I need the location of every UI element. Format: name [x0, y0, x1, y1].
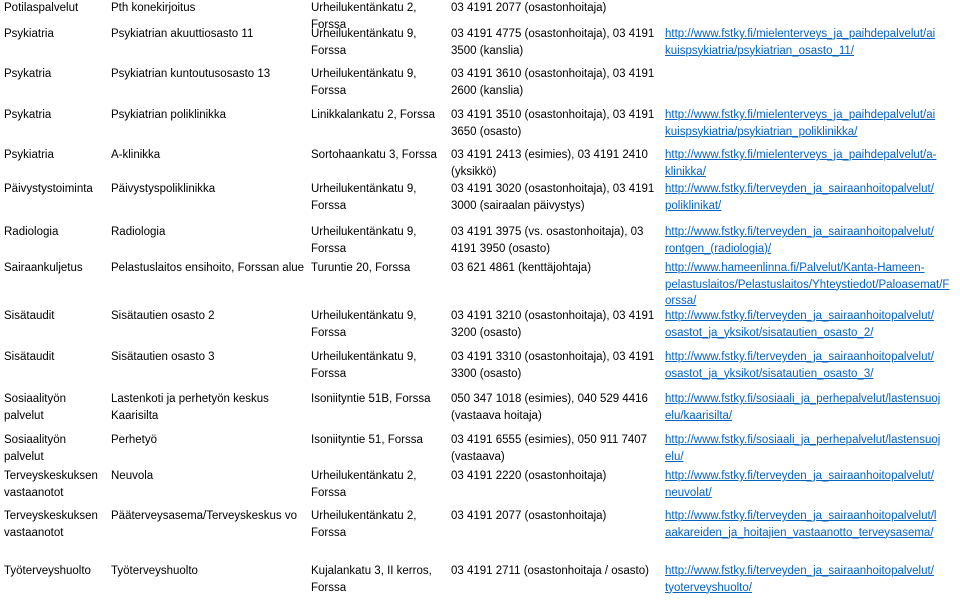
category-cell	[4, 308, 55, 325]
url-link[interactable]	[665, 508, 936, 541]
address-text: Forssa	[311, 526, 347, 539]
url-text[interactable]: kuispsykiatria/psykiatrian_osasto_11/	[665, 44, 854, 57]
address-text: Urheilukentänkatu 9,	[311, 28, 417, 40]
url-link[interactable]	[665, 308, 934, 341]
category-text: Potilaspalvelut	[4, 2, 79, 14]
table-row	[0, 224, 960, 255]
table-row	[0, 508, 960, 539]
table-row	[0, 107, 960, 138]
url-link[interactable]	[665, 26, 935, 59]
phone-cell	[451, 391, 648, 424]
address-cell	[311, 468, 416, 501]
category-text: vastaanotot	[4, 526, 64, 539]
category-cell	[4, 0, 78, 17]
url-text[interactable]: neuvolat/	[665, 486, 712, 499]
url-link[interactable]	[665, 432, 940, 465]
url-text[interactable]: http://www.fstky.fi/terveyden_ja_sairaanhoitopalvelut/	[665, 470, 934, 482]
url-text[interactable]: tyoterveyshuolto/	[665, 581, 752, 594]
address-cell	[311, 26, 416, 59]
address-cell	[311, 0, 416, 28]
unit-name-text: Pelastuslaitos ensihoito, Forssan alue	[111, 262, 305, 274]
phone-cell	[451, 508, 606, 525]
url-text[interactable]: klinikka/	[665, 165, 706, 178]
phone-cell	[451, 66, 654, 99]
url-link[interactable]	[665, 563, 934, 596]
url-text[interactable]: http://www.fstky.fi/terveyden_ja_sairaanhoitopalvelut/l	[665, 510, 937, 522]
url-text[interactable]: kuispsykiatria/psykiatrian_poliklinikka/	[665, 125, 858, 138]
address-cell	[311, 349, 416, 382]
table-row	[0, 563, 960, 594]
phone-text: 03 4191 2077 (osastonhoitaja)	[451, 2, 607, 14]
url-text[interactable]: http://www.fstky.fi/terveyden_ja_sairaanhoitopalvelut/	[665, 565, 934, 577]
phone-text: 3200 (osasto)	[451, 326, 522, 339]
phone-text: 03 4191 2413 (esimies), 03 4191 2410	[451, 149, 648, 161]
category-text: Työterveyshuolto	[4, 565, 91, 577]
address-text: Urheilukentänkatu 9,	[311, 351, 417, 363]
unit-name-text: Perhetyö	[111, 434, 158, 446]
url-text[interactable]: http://www.hameenlinna.fi/Palvelut/Kanta-Hameen-	[665, 262, 925, 274]
phone-text: 03 621 4861 (kenttäjohtaja)	[451, 262, 592, 274]
table-row	[0, 349, 960, 380]
phone-cell	[451, 260, 591, 277]
category-text: palvelut	[4, 450, 44, 463]
url-text[interactable]: http://www.fstky.fi/mielenterveys_ja_paihdepalvelut/ai	[665, 109, 936, 121]
category-text: Psykatria	[4, 68, 52, 80]
address-text: Forssa	[311, 242, 347, 255]
category-text: palvelut	[4, 409, 44, 422]
url-link[interactable]	[665, 391, 940, 424]
category-text: Sisätaudit	[4, 351, 55, 363]
category-text: Sosiaalityön	[4, 393, 67, 405]
url-text[interactable]: http://www.fstky.fi/terveyden_ja_sairaanhoitopalvelut/	[665, 183, 934, 195]
phone-cell	[451, 147, 648, 180]
url-text[interactable]: aakareiden_ja_hoitajien_vastaanotto_terveysasema/	[665, 526, 934, 539]
unit-name-text: Lastenkoti ja perhetyön keskus	[111, 393, 269, 405]
address-cell	[311, 224, 416, 257]
url-text[interactable]: http://www.fstky.fi/mielenterveys_ja_paihdepalvelut/ai	[665, 28, 936, 40]
category-text: Psykatria	[4, 109, 52, 121]
address-text: Forssa	[311, 581, 347, 594]
phone-cell	[451, 181, 654, 214]
phone-text: 03 4191 2077 (osastonhoitaja)	[451, 510, 607, 522]
unit-name-text: Pääterveysasema/Terveyskeskus vo	[111, 510, 297, 522]
unit-name-text: Psykiatrian kuntoutusosasto 13	[111, 68, 271, 80]
unit-name-cell	[111, 181, 215, 198]
address-text: Isoniityntie 51B, Forssa	[311, 393, 431, 405]
unit-name-cell	[111, 0, 195, 17]
phone-text: 03 4191 2711 (osastonhoitaja / osasto)	[451, 565, 649, 577]
phone-cell	[451, 563, 649, 580]
address-text: Forssa	[311, 486, 347, 499]
address-text: Urheilukentänkatu 9,	[311, 310, 417, 322]
category-text: Sairaankuljetus	[4, 262, 83, 274]
table-row	[0, 181, 960, 212]
category-text: vastaanotot	[4, 486, 64, 499]
address-cell	[311, 308, 416, 341]
table-row	[0, 308, 960, 339]
address-text: Urheilukentänkatu 2,	[311, 2, 417, 14]
category-cell	[4, 432, 66, 465]
phone-text: 3300 (osasto)	[451, 367, 522, 380]
unit-name-text: Psykiatrian poliklinikka	[111, 109, 227, 121]
url-text[interactable]: osastot_ja_yksikot/sisatautien_osasto_3/	[665, 367, 874, 380]
address-text: Forssa	[311, 326, 347, 339]
unit-name-cell	[111, 66, 270, 83]
unit-name-text: Päivystyspoliklinikka	[111, 183, 216, 195]
address-cell	[311, 391, 431, 408]
category-text: Radiologia	[4, 226, 59, 238]
phone-cell	[451, 308, 654, 341]
phone-text: 03 4191 4775 (osastonhoitaja), 03 4191	[451, 28, 655, 40]
category-text: Psykiatria	[4, 149, 54, 161]
address-cell	[311, 260, 410, 277]
category-cell	[4, 508, 98, 541]
phone-text: 03 4191 6555 (esimies), 050 911 7407	[451, 434, 648, 446]
phone-cell	[451, 432, 647, 465]
unit-name-text: Sisätautien osasto 3	[111, 351, 215, 363]
url-link[interactable]	[665, 147, 936, 180]
address-cell	[311, 432, 423, 449]
phone-cell	[451, 468, 606, 485]
address-text: Forssa	[311, 18, 347, 28]
category-cell	[4, 26, 54, 43]
address-text: Urheilukentänkatu 2,	[311, 510, 417, 522]
phone-text: 03 4191 3975 (vs. osastonhoitaja), 03	[451, 226, 644, 238]
unit-name-cell	[111, 260, 304, 277]
unit-name-cell	[111, 563, 198, 580]
url-link[interactable]	[665, 468, 934, 501]
phone-text: 3000 (sairaalan päivystys)	[451, 199, 585, 212]
address-text: Forssa	[311, 367, 347, 380]
address-text: Forssa	[311, 44, 347, 57]
unit-name-cell	[111, 107, 226, 124]
address-text: Urheilukentänkatu 2,	[311, 470, 417, 482]
url-text[interactable]: pelastuslaitos/Pelastuslaitos/Yhteystiedot/Paloasemat/F	[665, 278, 950, 291]
url-link[interactable]	[665, 260, 949, 310]
category-cell	[4, 181, 93, 198]
url-text[interactable]: http://www.fstky.fi/sosiaali_ja_perhepalvelut/lastensuoj	[665, 434, 941, 446]
address-text: Urheilukentänkatu 9,	[311, 183, 417, 195]
table-row	[0, 147, 960, 178]
unit-name-text: Työterveyshuolto	[111, 565, 198, 577]
url-text[interactable]: http://www.fstky.fi/terveyden_ja_sairaanhoitopalvelut/	[665, 351, 934, 363]
url-text[interactable]: rontgen_(radiologia)/	[665, 242, 772, 255]
phone-cell	[451, 107, 654, 140]
category-cell	[4, 107, 51, 124]
unit-name-text: Kaarisilta	[111, 409, 159, 422]
url-text[interactable]: osastot_ja_yksikot/sisatautien_osasto_2/	[665, 326, 874, 339]
address-text: Isoniityntie 51, Forssa	[311, 434, 423, 446]
unit-name-text: Radiologia	[111, 226, 166, 238]
category-text: Terveyskeskuksen	[4, 510, 98, 522]
address-text: Forssa	[311, 199, 347, 212]
phone-text: 03 4191 3210 (osastonhoitaja), 03 4191	[451, 310, 655, 322]
url-text[interactable]: http://www.fstky.fi/mielenterveys_ja_paihdepalvelut/a-	[665, 149, 937, 161]
phone-text: 03 4191 2220 (osastonhoitaja)	[451, 470, 607, 482]
address-cell	[311, 147, 437, 164]
phone-cell	[451, 349, 654, 382]
category-text: Psykiatria	[4, 28, 54, 40]
address-cell	[311, 181, 416, 214]
address-text: Urheilukentänkatu 9,	[311, 226, 417, 238]
phone-text: (vastaava hoitaja)	[451, 409, 542, 422]
unit-name-text: Pth konekirjoitus	[111, 2, 196, 14]
phone-text: 2600 (kanslia)	[451, 84, 524, 97]
table-row	[0, 391, 960, 422]
unit-name-cell	[111, 391, 269, 424]
unit-name-cell	[111, 308, 215, 325]
category-text: Sisätaudit	[4, 310, 55, 322]
address-cell	[311, 107, 435, 124]
category-cell	[4, 260, 83, 277]
address-text: Sortohaankatu 3, Forssa	[311, 149, 437, 161]
table-row	[0, 66, 960, 97]
unit-name-text: A-klinikka	[111, 149, 161, 161]
url-text[interactable]: http://www.fstky.fi/terveyden_ja_sairaanhoitopalvelut/	[665, 310, 934, 322]
phone-cell	[451, 26, 654, 59]
url-text[interactable]: elu/kaarisilta/	[665, 409, 733, 422]
address-cell	[311, 563, 432, 596]
url-link[interactable]	[665, 107, 935, 140]
unit-name-text: Neuvola	[111, 470, 154, 482]
category-cell	[4, 563, 91, 580]
category-text: Terveyskeskuksen	[4, 470, 98, 482]
table-row	[0, 0, 960, 28]
url-link[interactable]	[665, 224, 934, 257]
unit-name-cell	[111, 224, 165, 241]
unit-name-text: Sisätautien osasto 2	[111, 310, 215, 322]
address-text: Kujalankatu 3, II kerros,	[311, 565, 432, 577]
address-cell	[311, 508, 416, 541]
unit-name-text: Psykiatrian akuuttiosasto 11	[111, 28, 254, 40]
phone-text: 3500 (kanslia)	[451, 44, 524, 57]
address-text: Linikkalankatu 2, Forssa	[311, 109, 436, 121]
phone-text: (vastaava)	[451, 450, 505, 463]
unit-name-cell	[111, 432, 157, 449]
phone-text: 03 4191 3310 (osastonhoitaja), 03 4191	[451, 351, 655, 363]
unit-name-cell	[111, 468, 153, 485]
url-link[interactable]	[665, 349, 934, 382]
category-cell	[4, 468, 98, 501]
category-text: Päivystystoiminta	[4, 183, 93, 195]
category-cell	[4, 391, 66, 424]
address-text: Forssa	[311, 84, 347, 97]
address-text: Turuntie 20, Forssa	[311, 262, 411, 274]
url-text[interactable]: poliklinikat/	[665, 199, 722, 212]
phone-text: 050 347 1018 (esimies), 040 529 4416	[451, 393, 648, 405]
phone-text: 03 4191 3610 (osastonhoitaja), 03 4191	[451, 68, 655, 80]
table-row	[0, 468, 960, 499]
phone-text: 03 4191 3510 (osastonhoitaja), 03 4191	[451, 109, 655, 121]
category-cell	[4, 66, 51, 83]
url-text[interactable]: http://www.fstky.fi/terveyden_ja_sairaanhoitopalvelut/	[665, 226, 934, 238]
phone-cell	[451, 224, 643, 257]
phone-text: 3650 (osasto)	[451, 125, 522, 138]
table-row	[0, 260, 960, 307]
url-text[interactable]: http://www.fstky.fi/sosiaali_ja_perhepalvelut/lastensuoj	[665, 393, 941, 405]
category-cell	[4, 147, 54, 164]
unit-name-cell	[111, 508, 297, 525]
url-text[interactable]: orssa/	[665, 295, 697, 307]
phone-cell	[451, 0, 606, 17]
unit-name-cell	[111, 26, 253, 43]
category-cell	[4, 224, 58, 241]
category-text: Sosiaalityön	[4, 434, 67, 446]
phone-text: (yksikkö)	[451, 165, 497, 178]
address-text: Urheilukentänkatu 9,	[311, 68, 417, 80]
url-link[interactable]	[665, 181, 934, 214]
table-row	[0, 432, 960, 463]
unit-name-cell	[111, 147, 160, 164]
phone-text: 03 4191 3020 (osastonhoitaja), 03 4191	[451, 183, 655, 195]
category-cell	[4, 349, 55, 366]
unit-name-cell	[111, 349, 215, 366]
address-cell	[311, 66, 416, 99]
phone-text: 4191 3950 (osasto)	[451, 242, 551, 255]
table-row	[0, 26, 960, 57]
url-text[interactable]: elu/	[665, 450, 684, 463]
